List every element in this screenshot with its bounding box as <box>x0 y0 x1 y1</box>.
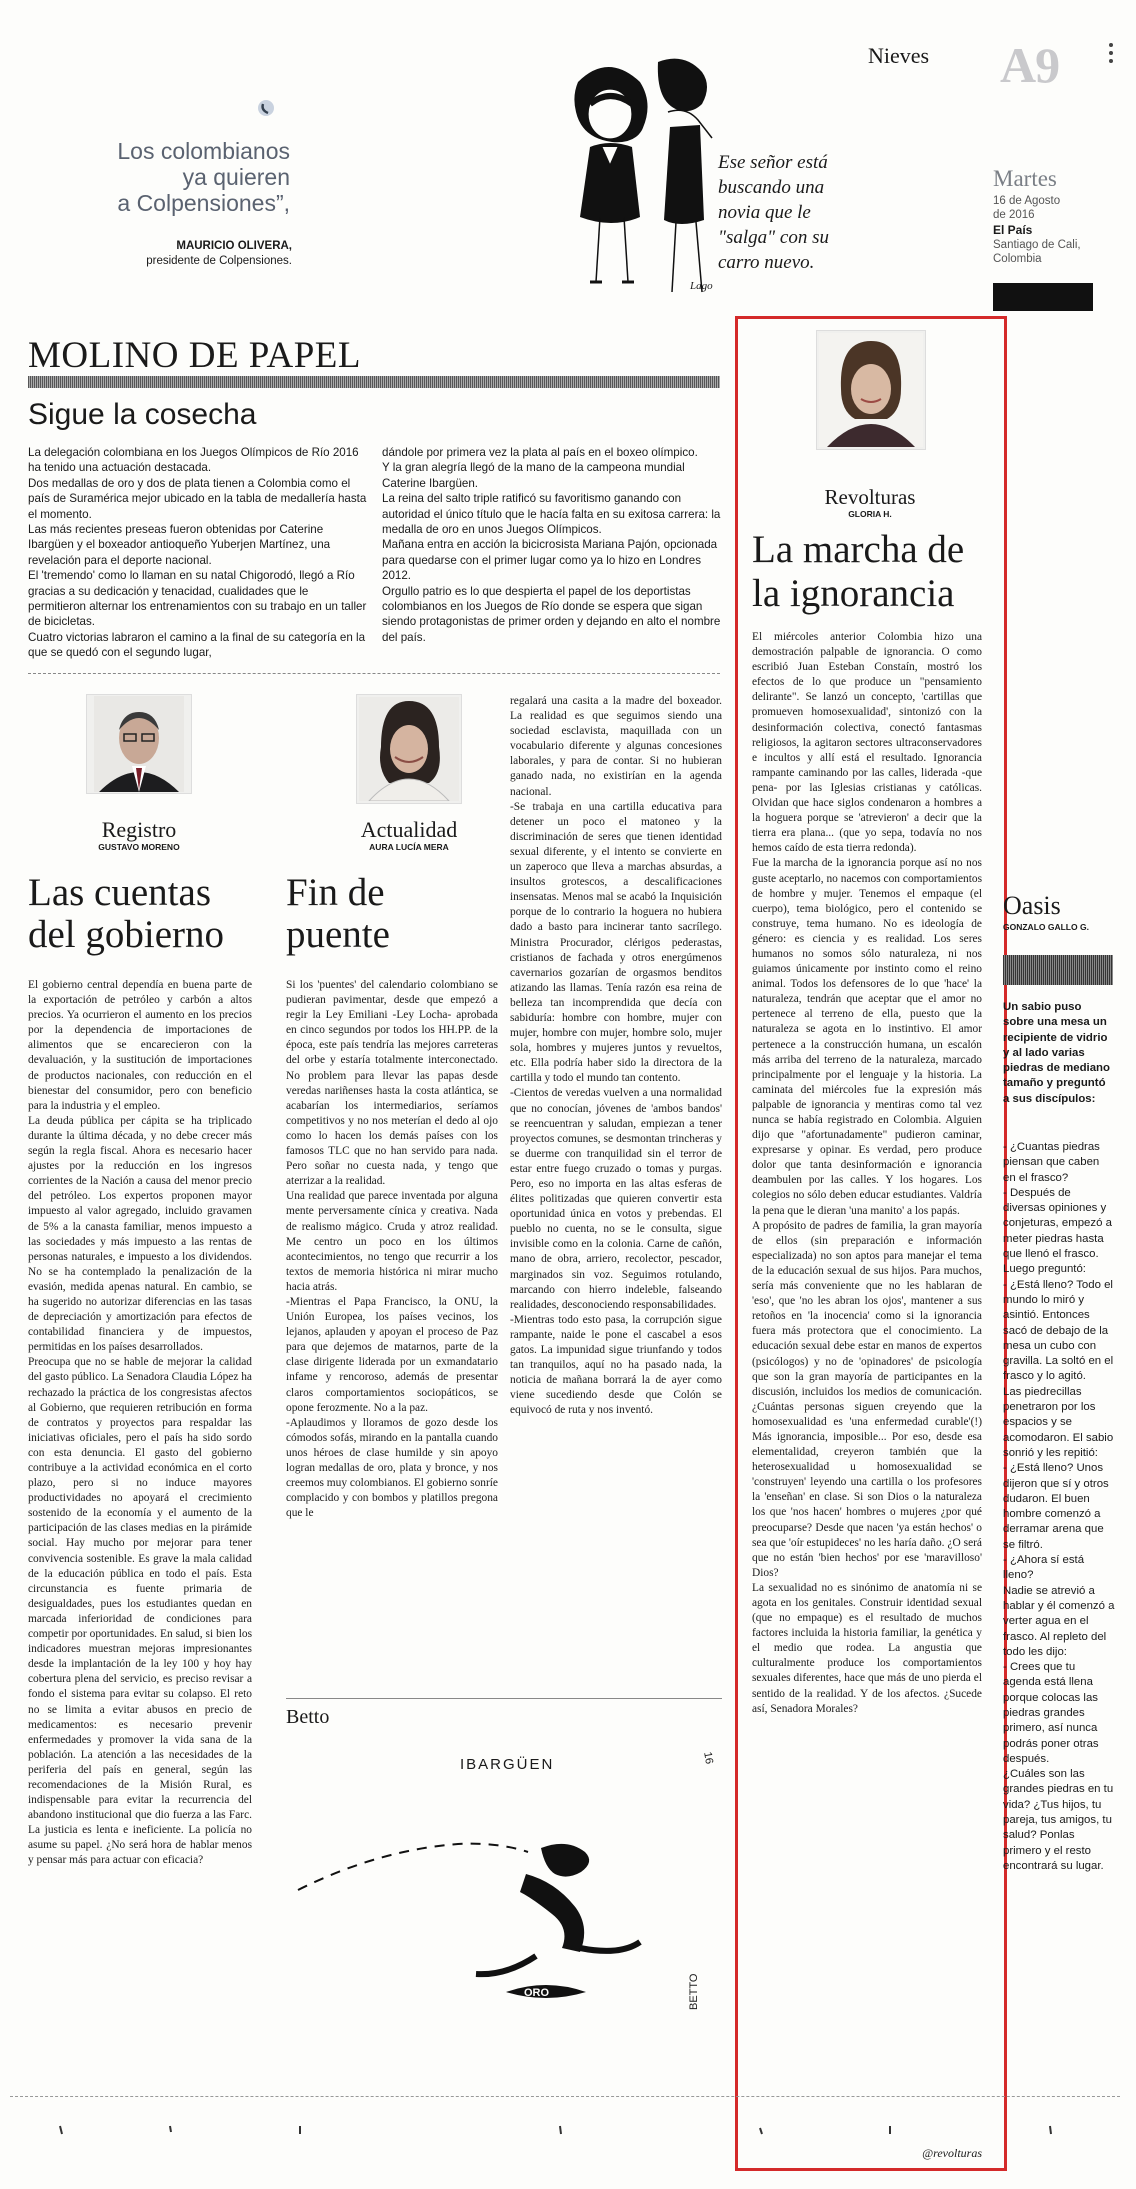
betto-caption: IBARGÜEN <box>460 1756 555 1773</box>
column-author-actualidad: AURA LUCÍA MERA <box>369 842 449 852</box>
more-options-icon[interactable] <box>1108 42 1114 64</box>
column-author-revolturas: GLORIA H. <box>848 509 892 519</box>
author-photo-revolturas <box>816 330 926 450</box>
quote-author: MAURICIO OLIVERA, <box>176 240 292 252</box>
handle-revolturas: @revolturas <box>922 2146 982 2160</box>
headline-actualidad: Fin de puente <box>286 871 390 956</box>
molino-col-1: La delegación colombiana en los Juegos Olímpicos de Río 2016 ha tenido una actuación destacada. Dos medallas de oro y dos de plata tienen a Colombia como el país de Suramérica mejor ubicado en la tabla de medallería hasta el momento. Las más recientes preseas fueron obtenidas por Caterine Ibargüen y el boxeador antioqueño Yuberjen Martínez, una revelación para el deporte nacional. El 'tremendo' como lo llaman en su natal Chigorodó, llegó a Río gracias a su dedicación y tenacidad, cualidades que le permitieron alternar los entrenamientos con su trabajo en un taller de bicicletas. Cuatro victorias labraron el camino a la final de su categoría en la que se quedó con el segundo lugar, <box>28 446 367 660</box>
body-revolturas: El miércoles anterior Colombia hizo una demostración palpable de ignorancia. O como escribió Juan Esteban Constaín, mostró los efectos de lo que produce un "pensamiento delirante". Se lanzó un concepto, 'cartillas que promueven homosexualidad', sintonizó con la desinformación colectiva, conectó fantasmas religiosos, la agitaron sectores ultraconservadores e incultos y allí está el resultado. Ignorancia rampante caminando por las calles, liderada -que pena- por las Iglesias cristianas y católicas. Olvidan que hace siglos condenaron a hombres a la hoguera porque se 'atrevieron' a decir que la tierra era plana... (que yo sepa, todavía no nos hemos caído de esta tierra redonda). Fue la marcha de la ignorancia porque así no nos guste aceptarlo, no nacemos con comportamientos de hombre y mujer. Tenemos el empaque (el cuerpo), tema biológico, pero el contenido se construye, tema humano. No es ideología de género: es ciencia y es realidad. Los seres humanos no somos sólo naturaleza, ni nos guiamos únicamente por instinto como el reino animal. Todos los defensores de lo que 'hace' la naturaleza, tendrán que aceptar que el amor no pertenece al terreno de ella, puesto que la naturaleza se agota en lo instintivo. El amor pertenece a la construcción humana, un escalón más arriba del terreno de la naturaleza, marcado principalmente por el lenguaje y la historia. La caminata del miércoles fue la expresión más palpable de ignorancia y mentiras como tal vez nunca se había registrado en Colombia. Alguien dijo que "afortunadamente" pudieron caminar, expresarse y opinar. Es verdad, pero produce dolor que tanta desinformación e ignorancia deambulen por las calles. Y los hogares. Los colegios no sólo deben educar estudiantes. Valdría la pena que le dieran 'una manito' a los papás. A propósito de padres de familia, la gran mayoría de ellos (sin preparación e información especializada) no son aptos para manejar el tema de la educación sexual de sus hijos. Para muchos, sería más conveniente que no les hablaran de 'eso', que 'no les abran los ojos', mantener a sus retoños en 'la inocencia' como si la ignorancia fuera más protectora que el conocimiento. La educación sexual debe estar en manos de expertos (psicólogos) y no de 'opinadores' de psicología que son la gran mayoría de participantes en la discusión, incluidos los medios de comunicación. ¿Cuántas personas siguen creyendo que la homosexualidad es 'una enfermedad curable'(!) Más ignorancia, imposible... Por eso, desde esa elementalidad, creyeron también que la heterosexualidad u homosexualidad se 'construyen' leyendo una cartilla o los profesores la 'enseñan' en clase. Si son Dios o la naturaleza los que 'nos hacen' hombres o mujeres ¿por qué preocuparse? Desde que nacen 'ya están hechos' o sea que 'oír estupideces' no les haría daño. ¿O será que no están 'bien hechos' por ese 'maravilloso' Dios? La sexualidad no es sinónimo de anatomía ni se agota en los genitales. Construir identidad sexual (que no empaque) es el resultado de muchos factores incluida la historia familiar, la genética y el medio que rodea. La angustia que culturalmente produce los comportamientos sexuales diferentes, hace que más de uno pierda el sentido de la realidad. Y de los afectos. ¿Sucede así, Senadora Morales? <box>752 631 982 1715</box>
date-full: 16 de Agosto de 2016 <box>993 195 1061 221</box>
page-header <box>0 0 1136 320</box>
betto-cartoon-drawing <box>286 1780 722 2070</box>
oasis-lead: Un sabio puso sobre una mesa un recipiente de vidrio y al lado varias piedras de mediano tamaño y preguntó a sus discípulos: <box>1003 1001 1110 1105</box>
column-name-actualidad: Actualidad <box>360 817 458 842</box>
body-registro: El gobierno central dependía en buena parte de la exportación de petróleo y carbón a altos precios. Ya ocurrieron el aumento en los precios por la dependencia de importaciones de alimentos que se encarecieron con la devaluación, y la sustitución de importaciones de productos nacionales, con reducción en el bienestar del consumidor, pero con beneficio para la industria y el empleo. La deuda pública per cápita se ha triplicado durante la última década, y no debe crecer más según la regla fiscal. Ahora es necesario hacer ajustes por la reducción en los ingresos corrientes de la Nación a causa del menor precio del petróleo. Los expertos proponen mayor impuesto al valor agregado, incluido gravamen de 5% a la canasta familiar, menos impuesto a las sociedades y más impuesto a las rentas de personas naturales, e impuesto a los dividendos. No se ha contemplado la penalización de la evasión, medida apenas natural. En cambio, se ha sugerido no autorizar diferencias en las tasas de depreciación y amortización para efectos de contabilidad financiera y de impuestos, permitidas en los países desarrollados. Preocupa que no se hable de mejorar la calidad del gasto público. La Senadora Claudia López ha rechazado la práctica de los congresistas afectos al Gobierno, que requieren retribución en forma de contratos y proyectos para respaldar las iniciativas oficiales, pero el país ha sido sordo con esta denuncia. El gasto del gobierno contribuye a la actividad económica en el corto plazo, pero si no induce mayores productividades no apoyará el crecimiento sostenido de la economía y el aumento de la participación de las clases medias en la pirámide social. Hay mucho por mejorar para tener convivencia sostenible. Es grave la mala calidad de la educación pública en todo el país. Esta circunstancia es fuente primaria de desigualdades, pues los estudiantes quedan en marcada inferioridad de condiciones para competir por oportunidades. En salud, si bien los indicadores muestran mejoras impresionantes desde la implantación de la ley 100 y hoy hay cobertura plena del servicio, es preciso revisar a fondo el sistema para evitar su colapso. El reto no se limita a evitar abusos en precio de medicamentos: es necesario prevenir enfermedades y promover la vida sana de la población. La atención a las necesidades de la periferia del país en general, según las recomendaciones de la Misión Rural, es indispensable para evitar la recurrencia del abandono institucional que dio fuerza a las Farc. La justicia es lenta e ineficiente. La policía no asume su papel. ¿No será hora de hablar menos y pensar más para actuar con eficacia? <box>28 979 252 1867</box>
betto-title: Betto <box>286 1706 330 1728</box>
section-title: MOLINO DE PAPEL <box>28 335 361 376</box>
betto-number: 16 <box>701 1750 716 1766</box>
body-actualidad-col-1: Si los 'puentes' del calendario colombiano se pudieran pavimentar, desde que empezó a regir la Ley Emiliani -Ley Locha- aprobada en cinco segundos por todos los HH.PP. de la época, este país tendría las mejores carreteras del orbe y estaría totalmente interconectado. No problem para llevar las papas desde veredas nariñenses hasta la costa atlántica, se acabarían los intermediarios, seríamos competitivos y no nos meterían el dedo al ojo como lo hacen los demás países con los famosos TLC que no han servido para nada. Pero soñar no cuesta nada, y tengo que aterrizar a la realidad. Una realidad que parece inventada por alguna mente perversamente cínica y creativa. Nada de realismo mágico. Cruda y atroz realidad. Me centro un poco en los últimos acontecimientos, no tengo que recurrir a los textos de memoria histórica ni mirar mucho hacia atrás. -Mientras el Papa Francisco, la ONU, la Unión Europea, los países vecinos, los lejanos, aplauden y apoyan el proceso de Paz para que dejemos de matarnos, parte de la clase dirigente liderada por un exmandatario infame y rencoroso, además de presentar claros comportamientos sociopáticos, se opone ferozmente. No a la paz. -Aplaudimos y lloramos de gozo desde los cómodos sofás, mirando en la pantalla cuando unos héroes de clase humilde y sin apoyo logran medallas de oro, plata y bronce, y nos creemos muy colombianos. El gobierno sonríe complacido y con bombos y platillos pregona que le <box>286 979 498 1520</box>
column-author-registro: GUSTAVO MORENO <box>98 842 180 852</box>
column-name-revolturas: Revolturas <box>824 485 916 509</box>
quote-text: Los colombianos ya quieren a Colpensiones”, <box>117 138 290 216</box>
molino-headline: Sigue la cosecha <box>28 398 257 431</box>
column-author-oasis: GONZALO GALLO G. <box>1003 922 1089 932</box>
betto-signature: BETTO <box>688 1973 700 2010</box>
headline-registro: Las cuentas del gobierno <box>28 871 225 956</box>
body-actualidad-col-2: regalará una casita a la madre del boxeador. La realidad es que seguimos siendo una sociedad esclavista, maquillada con un vocabulario diferente y algunas concesiones laborales, y para de contar. Si no hubieran ganado nada, no existirían en la agenda nacional. -Se trabaja en una cartilla educativa para detener un poco el matoneo y la discriminación de seres que tienen identidad sexual diferente, y el intento se convierte en un zaperoco que lleva a marchas absurdas, a insultos grotescos, a descalificaciones insensatas. Menos mal se acabó la Inquisición porque de lo contrario la hoguera no hubiera dado a basto para incinerar tanto sacrílego. Ministra Procurador, clérigos pederastas, cristianos de fachada y otros energúmenos cavernarios gozarían de orgasmos benditos atizando las llamas. Tenía razón esa reina de belleza tan incomprendida que decía con sabiduría: hombre con hombre, mujer con mujer, hombre con mujer, hombre solo, mujer sola, hombres y mujeres juntos y revueltos, etc. Ella podría haber sido la directora de la cartilla y todo el mundo tan contento. -Cientos de veredas vuelven a una normalidad que no conocían, jóvenes de 'ambos bandos' se reencuentran y saludan, empiezan a tener proyectos comunes, se desmontan trincheras y se duerme con tranquilidad sin el terror de estar entre fuego cruzado o tomas y purgas. Pero, eso no importa en las altas esferas de élites politizadas que quieren convertir esta oportunidad única en votos y prebendas. El pueblo no cuenta, no se le consulta, sigue invisible como en la colonia. Carne de cañón, mano de obra, arriero, recolector, pescador, marginados sin voz. Seguimos rotulando, marcando con hierro indeleble, falseando realidades, desconociendo responsabilidades. -Mientras todo esto pasa, la corrupción sigue rampante, naide le pone el cascabel a esos gatos. La impunidad sigue triunfando y todos tan tranquilos, aquí no ha pasado nada, la noticia de mañana borrará la de ayer como viene sucediendo desde que Colón se equivocó de ruta y nos inventó. <box>510 695 722 1417</box>
cartoon-speech: Ese señor está buscando una novia que le "salga" con su carro nuevo. <box>718 152 829 273</box>
quote-role: presidente de Colpensiones. <box>146 255 292 267</box>
author-photo-registro <box>86 694 192 794</box>
date-day: Martes <box>993 166 1057 191</box>
page-footer-marks <box>40 2120 1100 2140</box>
column-name-registro: Registro <box>101 817 177 842</box>
betto-top-rule <box>286 1698 722 1699</box>
paper-name: El País <box>993 223 1033 237</box>
molino-col-2: dándole por primera vez la plata al país en el boxeo olímpico. Y la gran alegría llegó de la mano de la campeona mundial Caterine Ibargüen. La reina del salto triple ratificó su favoritismo ganando con autoridad el único título que le hacía falta en su exitosa carrera: la medalla de oro en unos Juegos Olímpicos. Mañana entra en acción la bicicrosista Mariana Pajón, opcionada para quedarse con el primer lugar como ya lo hizo en Londres 2012. Orgullo patrio es lo que despierta el papel de los deportistas colombianos en los Juegos de Río donde se espera que sigan siendo protagonistas de primer orden y dejando en alto el nombre del país. <box>382 446 721 644</box>
molino-bottom-rule <box>28 673 720 674</box>
cartoon-signature: Lago <box>690 280 713 292</box>
author-photo-actualidad <box>356 694 462 804</box>
page-number: A9 <box>1000 37 1060 93</box>
section-name: Nieves <box>868 43 930 68</box>
oasis-body: - ¿Cuantas piedras piensan que caben en el frasco? - Después de diversas opiniones y conjeturas, empezó a meter piedras hasta que llenó el frasco. Luego preguntó: - ¿Está lleno? Todo el mundo lo miró y asintió. Entonces sacó de debajo de la mesa un cubo con gravilla. La soltó en el frasco y lo agitó. Las piedrecillas penetraron por los espacios y se acomodaron. El sabio sonrió y les repitió: - ¿Está lleno? Unos dijeron que sí y otros dudaron. El buen hombre comenzó a derramar arena que se filtró. - ¿Ahora sí está lleno? Nadie se atrevió a hablar y él comenzó a verter agua en el frasco. Al repleto del todo les dijo: - Crees que tu agenda está llena porque colocas las piedras grandes primero, así nunca podrás poner otras después. ¿Cuáles son las grandes piedras en tu vida? ¿Tus hijos, tu pareja, tus amigos, tu salud? Ponlas primero y el resto encontrará su lugar. <box>1003 1141 1115 1872</box>
city-name: Santiago de Cali, Colombia <box>993 239 1081 265</box>
section-rule <box>28 376 720 388</box>
quote-mark-icon <box>255 96 277 120</box>
headline-revolturas: La marcha de la ignorancia <box>752 528 965 615</box>
column-name-oasis: Oasis <box>1003 891 1061 920</box>
svg-text:ORO: ORO <box>524 1987 550 1999</box>
cartoon-illustration <box>540 52 740 312</box>
page-footer-rule <box>10 2096 1120 2097</box>
header-black-bar <box>993 283 1093 311</box>
oasis-rule <box>1003 955 1113 985</box>
